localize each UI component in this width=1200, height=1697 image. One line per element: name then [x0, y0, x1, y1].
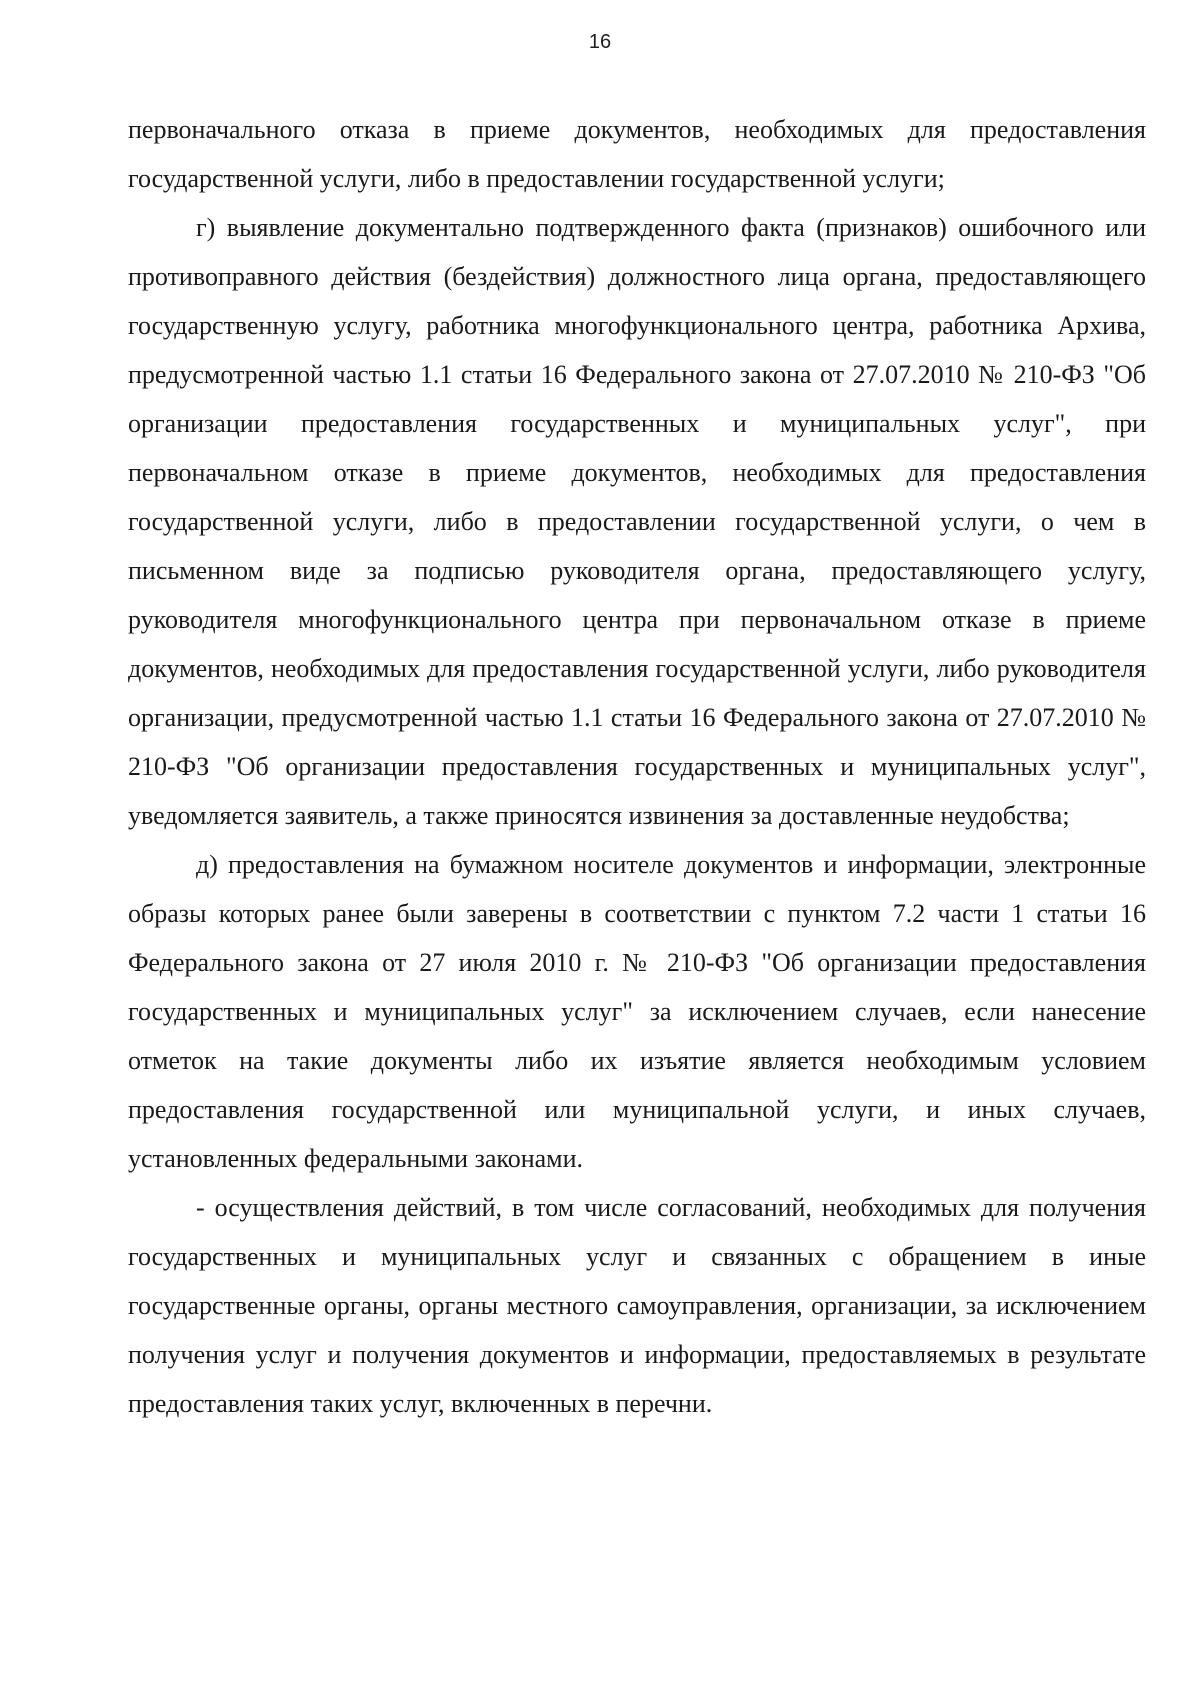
document-body [128, 105, 1146, 1428]
paragraph-item-d: д) предоставления на бумажном носителе документов и информации, электронные образы которых ранее были заверены в соответствии с пунктом 7.2 части 1 статьи 16 Федерального закона от 27 июля 2010 г. № 210-ФЗ "Об организации предоставления государственных и муниципальных услуг" за исключением случаев, если нанесение отметок на такие документы либо их изъятие является необходимым условием предоставления государственной или муниципальной услуги, и иных случаев, установленных федеральными законами. [128, 850, 1146, 1173]
paragraph-item-g: г) выявление документально подтвержденного факта (признаков) ошибочного или противоправного действия (бездействия) должностного лица органа, предоставляющего государственную услугу, работника многофункционального центра, работника Архива, предусмотренной частью 1.1 статьи 16 Федерального закона от 27.07.2010 № 210-ФЗ "Об организации предоставления государственных и муниципальных услуг", при первоначальном отказе в приеме документов, необходимых для предоставления государственной услуги, либо в предоставлении государственной услуги, о чем в письменном виде за подписью руководителя органа, предоставляющего услугу, руководителя многофункционального центра при первоначальном отказе в приеме документов, необходимых для предоставления государственной услуги, либо руководителя организации, предусмотренной частью 1.1 статьи 16 Федерального закона от 27.07.2010 № 210-ФЗ "Об организации предоставления государственных и муниципальных услуг", уведомляется заявитель, а также приносятся извинения за доставленные неудобства; [128, 213, 1146, 830]
page-number: 16 [588, 31, 612, 53]
paragraph-continuation: первоначального отказа в приеме документов, необходимых для предоставления государственной услуги, либо в предоставлении государственной услуги; [128, 115, 1146, 193]
paragraph-dash-item: - осуществления действий, в том числе согласований, необходимых для получения государственных и муниципальных услуг и связанных с обращением в иные государственные органы, органы местного самоуправления, организации, за исключением получения услуг и получения документов и информации, предоставляемых в результате предоставления таких услуг, включенных в перечни. [128, 1193, 1146, 1418]
